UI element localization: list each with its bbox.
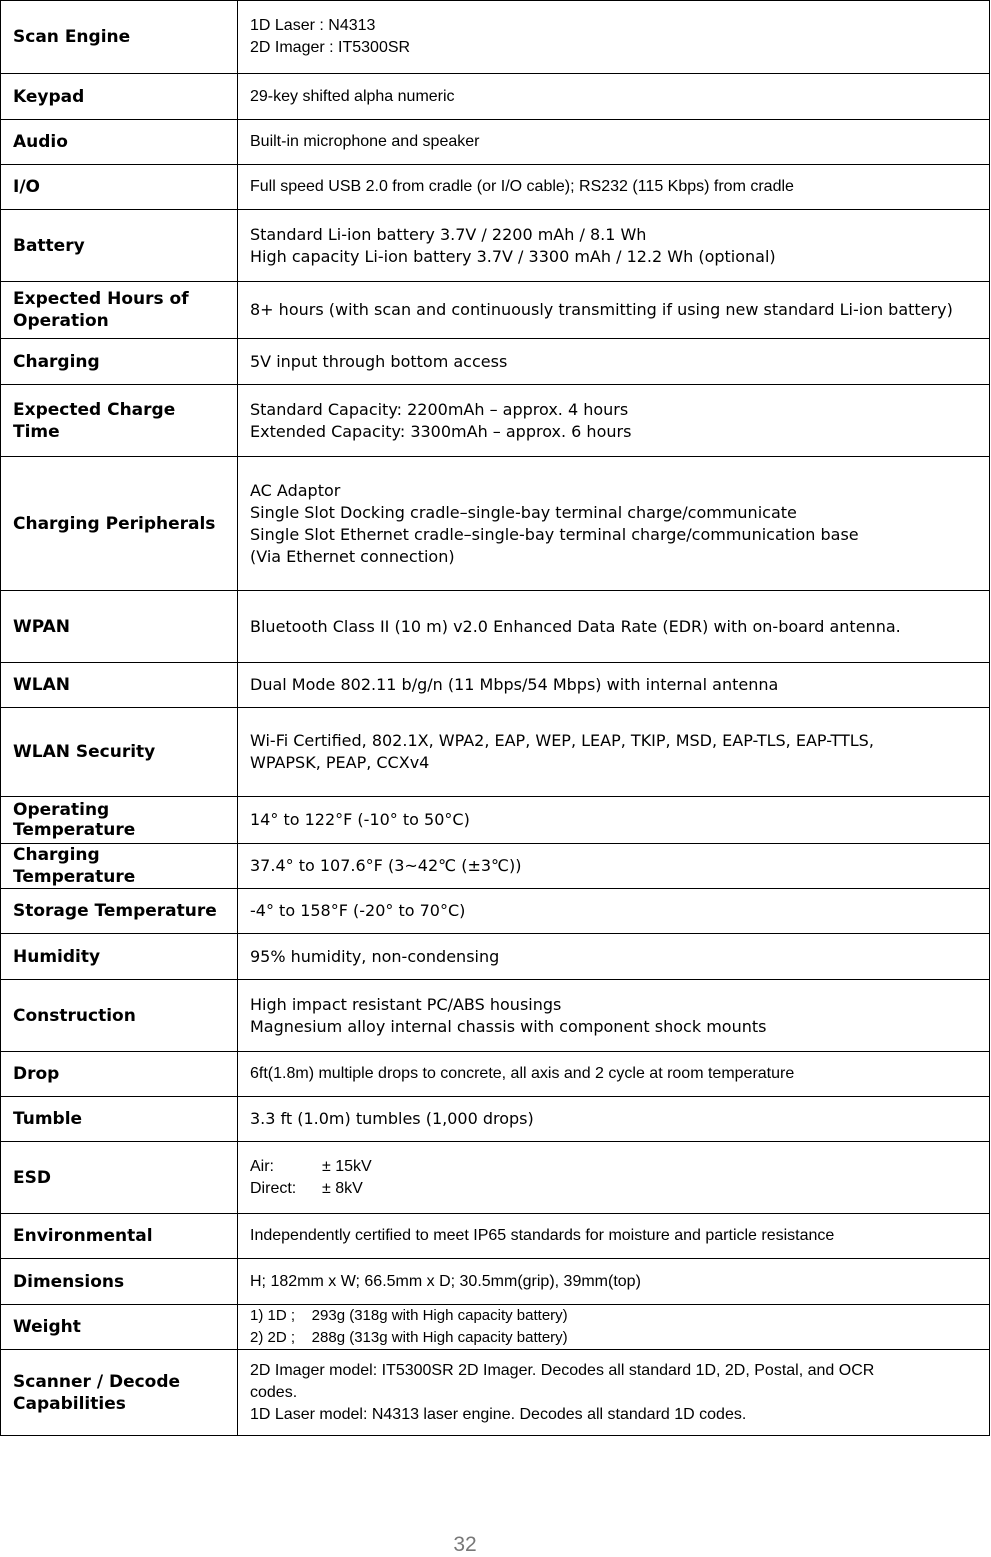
spec-value-line: 29-key shifted alpha numeric: [250, 87, 455, 105]
spec-label-line: Operation: [13, 311, 109, 331]
spec-value: [238, 339, 990, 385]
spec-value-line: Standard Capacity: 2200mAh – approx. 4 hours: [250, 399, 629, 419]
spec-row-tumble: [1, 1097, 990, 1142]
spec-label-line: Temperature: [13, 820, 136, 840]
esd-label: Air:: [250, 1157, 274, 1175]
spec-value-line: Extended Capacity: 3300mAh – approx. 6 hours: [250, 421, 632, 441]
spec-label: Environmental: [1, 1214, 238, 1259]
spec-label: Tumble: [1, 1097, 238, 1142]
spec-value: [238, 1305, 990, 1350]
spec-value: [238, 889, 990, 934]
spec-label: Battery: [1, 210, 238, 282]
spec-row-io: [1, 165, 990, 210]
spec-row-keypad: [1, 74, 990, 120]
spec-label-line: Operating: [13, 800, 110, 820]
spec-label: Dimensions: [1, 1259, 238, 1305]
spec-row-scanner-decode: [1, 1350, 990, 1436]
spec-value-line: 95% humidity, non-condensing: [250, 946, 500, 966]
spec-value: [238, 385, 990, 457]
spec-row-humidity: [1, 934, 990, 980]
spec-value-line: (Via Ethernet connection): [250, 546, 455, 566]
spec-label: Humidity: [1, 934, 238, 980]
spec-value: [238, 120, 990, 165]
spec-value: [238, 663, 990, 708]
spec-label: I/O: [1, 165, 238, 210]
spec-label: Storage Temperature: [1, 889, 238, 934]
spec-value-line: Built-in microphone and speaker: [250, 133, 480, 150]
spec-value-line: 2D Imager model: IT5300SR 2D Imager. Decodes all standard 1D, 2D, Postal, and OCR: [250, 1361, 875, 1379]
spec-value-line: 2D Imager : IT5300SR: [250, 39, 411, 56]
spec-value-line: H; 182mm x W; 66.5mm x D; 30.5mm(grip), 39mm(top): [250, 1272, 641, 1290]
spec-value-line: AC Adaptor: [250, 480, 341, 500]
spec-value-line: 2) 2D ; 288g (313g with High capacity battery): [250, 1329, 568, 1346]
spec-row-expected-charge-time: [1, 385, 990, 457]
spec-value-line: 1) 1D ; 293g (318g with High capacity battery): [250, 1307, 568, 1324]
spec-row-drop: [1, 1052, 990, 1097]
spec-value: [238, 708, 990, 797]
spec-value: [238, 1259, 990, 1305]
spec-value: [238, 74, 990, 120]
spec-label: Charging Temperature: [1, 844, 238, 889]
spec-value: [238, 1142, 990, 1214]
spec-value: [238, 1052, 990, 1097]
spec-value-line: High impact resistant PC/ABS housings: [250, 994, 562, 1014]
spec-row-charging-temperature: [1, 844, 990, 889]
spec-label: Drop: [1, 1052, 238, 1097]
spec-value: [238, 282, 990, 339]
spec-label: Audio: [1, 120, 238, 165]
spec-label: Charging: [1, 339, 238, 385]
spec-value-line: 3.3 ft (1.0m) tumbles (1,000 drops): [250, 1109, 534, 1128]
spec-row-expected-hours: [1, 282, 990, 339]
spec-row-audio: [1, 120, 990, 165]
spec-value: [238, 1214, 990, 1259]
esd-label: Direct:: [250, 1179, 297, 1197]
spec-label: [1, 282, 238, 339]
spec-label: WPAN: [1, 591, 238, 663]
spec-label-line: Scanner / Decode: [13, 1371, 181, 1392]
spec-label: Keypad: [1, 74, 238, 120]
spec-value-line: Standard Li-ion battery 3.7V / 2200 mAh / 8.1 Wh: [250, 224, 647, 244]
spec-value-line: WPAPSK, PEAP, CCXv4: [250, 753, 430, 772]
spec-label: Expected Charge Time: [1, 385, 238, 457]
esd-value: ± 15kV: [322, 1157, 372, 1175]
spec-value-line: 14° to 122°F (-10° to 50°C): [250, 810, 470, 829]
spec-label: ESD: [1, 1142, 238, 1214]
spec-label: Weight: [1, 1305, 238, 1350]
spec-row-construction: [1, 980, 990, 1052]
spec-row-charging-peripherals: [1, 457, 990, 591]
spec-value-line: -4° to 158°F (-20° to 70°C): [250, 901, 466, 920]
spec-label: WLAN: [1, 663, 238, 708]
spec-row-wpan: [1, 591, 990, 663]
spec-row-charging: [1, 339, 990, 385]
spec-label: WLAN Security: [1, 708, 238, 797]
spec-value-line: Single Slot Docking cradle–single-bay terminal charge/communicate: [250, 502, 797, 522]
spec-label: Construction: [1, 980, 238, 1052]
spec-row-wlan-security: [1, 708, 990, 797]
spec-value-line: Dual Mode 802.11 b/g/n (11 Mbps/54 Mbps) with internal antenna: [250, 675, 779, 694]
spec-value: [238, 934, 990, 980]
spec-value-line: 6ft(1.8m) multiple drops to concrete, all axis and 2 cycle at room temperature: [250, 1065, 795, 1082]
spec-value: [238, 1, 990, 74]
page-number: 32: [453, 1533, 477, 1556]
spec-value-line: codes.: [250, 1383, 298, 1401]
spec-value-line: Single Slot Ethernet cradle–single-bay terminal charge/communication base: [250, 524, 859, 544]
spec-row-dimensions: [1, 1259, 990, 1305]
spec-value-line: 37.4° to 107.6°F (3~42℃ (±3℃)): [250, 856, 522, 875]
spec-label: Charging Peripherals: [1, 457, 238, 591]
spec-value-line: 1D Laser model: N4313 laser engine. Decodes all standard 1D codes.: [250, 1405, 747, 1423]
spec-label: Scan Engine: [1, 1, 238, 74]
spec-value: [238, 797, 990, 844]
spec-value-line: Bluetooth Class II (10 m) v2.0 Enhanced Data Rate (EDR) with on-board antenna.: [250, 616, 901, 636]
spec-value-line: High capacity Li-ion battery 3.7V / 3300 mAh / 12.2 Wh (optional): [250, 246, 776, 266]
spec-row-scan-engine: [1, 1, 990, 74]
spec-row-battery: [1, 210, 990, 282]
spec-row-wlan: [1, 663, 990, 708]
esd-value: ± 8kV: [322, 1179, 363, 1197]
spec-value: [238, 165, 990, 210]
spec-value-line: 5V input through bottom access: [250, 351, 508, 371]
spec-value: [238, 210, 990, 282]
spec-row-environmental: [1, 1214, 990, 1259]
spec-value: [238, 1097, 990, 1142]
spec-label-line: Expected Hours of: [13, 289, 189, 309]
spec-value: [238, 1350, 990, 1436]
spec-value-line: 1D Laser : N4313: [250, 17, 376, 34]
spec-label: [1, 797, 238, 844]
spec-value: [238, 844, 990, 889]
spec-row-storage-temperature: [1, 889, 990, 934]
spec-value-line: Full speed USB 2.0 from cradle (or I/O cable); RS232 (115 Kbps) from cradle: [250, 178, 794, 195]
spec-value: [238, 457, 990, 591]
spec-row-operating-temperature: [1, 797, 990, 844]
spec-label-line: Capabilities: [13, 1393, 126, 1414]
spec-value-line: Independently certified to meet IP65 standards for moisture and particle resistance: [250, 1227, 835, 1244]
spec-row-esd: [1, 1142, 990, 1214]
spec-value-line: Wi-Fi Certified, 802.1X, WPA2, EAP, WEP, LEAP, TKIP, MSD, EAP-TLS, EAP-TTLS,: [250, 731, 874, 750]
spec-value-line: Magnesium alloy internal chassis with component shock mounts: [250, 1016, 767, 1036]
esd-line: [250, 1156, 977, 1178]
spec-label: [1, 1350, 238, 1436]
spec-value: [238, 591, 990, 663]
spec-value: [238, 980, 990, 1052]
spec-row-weight: [1, 1305, 990, 1350]
esd-line: [250, 1178, 977, 1200]
spec-value-line: 8+ hours (with scan and continuously transmitting if using new standard Li-ion battery): [250, 300, 953, 319]
